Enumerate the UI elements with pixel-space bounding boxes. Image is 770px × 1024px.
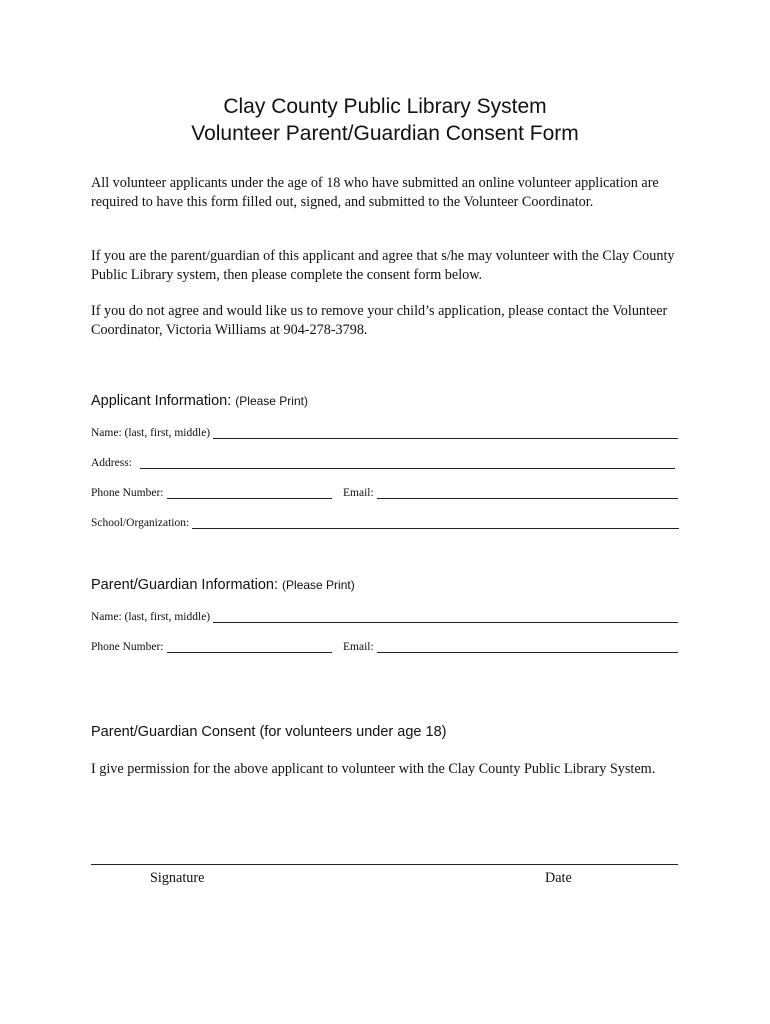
consent-heading: Parent/Guardian Consent (for volunteers under age 18) — [91, 724, 447, 740]
applicant-address-input-line[interactable] — [140, 457, 675, 469]
applicant-email-input-line[interactable] — [377, 487, 678, 499]
guardian-phone-input-line[interactable] — [167, 641, 332, 653]
applicant-school-label: School/Organization: — [91, 517, 190, 529]
signature-label: Signature — [150, 870, 205, 886]
date-label: Date — [545, 870, 572, 886]
guardian-info-heading — [91, 576, 355, 594]
guardian-email-input-line[interactable] — [377, 641, 678, 653]
applicant-phone-field — [91, 484, 332, 500]
applicant-school-input-line[interactable] — [192, 517, 679, 529]
guardian-email-label: Email: — [343, 641, 374, 653]
applicant-info-heading — [91, 392, 308, 410]
applicant-name-input-line[interactable] — [213, 427, 678, 439]
guardian-name-label: Name: (last, first, middle) — [91, 611, 211, 623]
applicant-phone-input-line[interactable] — [167, 487, 332, 499]
applicant-address-label: Address: — [91, 457, 132, 469]
signature-date-line[interactable] — [91, 864, 678, 865]
applicant-heading-note: (Please Print) — [235, 394, 308, 408]
guardian-email-field — [343, 638, 678, 654]
guardian-name-input-line[interactable] — [213, 611, 678, 623]
guardian-heading-text: Parent/Guardian Information: — [91, 577, 278, 593]
form-title-consent: Volunteer Parent/Guardian Consent Form — [191, 122, 579, 145]
applicant-name-field — [91, 424, 678, 440]
form-title-library: Clay County Public Library System — [223, 95, 547, 118]
guardian-phone-field — [91, 638, 332, 654]
applicant-address-field — [91, 454, 675, 470]
applicant-heading-text: Applicant Information: — [91, 393, 232, 409]
intro-paragraph-2: If you are the parent/guardian of this applicant and agree that s/he may volunteer with the Clay County Public Library system, then please complete the consent form below. — [91, 248, 675, 283]
guardian-name-field — [91, 608, 678, 624]
applicant-name-label: Name: (last, first, middle) — [91, 427, 211, 439]
applicant-email-field — [343, 484, 678, 500]
guardian-heading-note: (Please Print) — [282, 578, 355, 592]
intro-paragraph-3: If you do not agree and would like us to remove your child’s application, please contact the Volunteer Coordinator, Victoria Williams at 904-278-3798. — [91, 303, 668, 338]
applicant-school-field — [91, 514, 679, 530]
intro-paragraph-1: All volunteer applicants under the age of 18 who have submitted an online volunteer application are required to have this form filled out, signed, and submitted to the Volunteer Coordinator. — [91, 175, 659, 210]
applicant-phone-label: Phone Number: — [91, 487, 164, 499]
consent-statement: I give permission for the above applicant to volunteer with the Clay County Public Library System. — [91, 761, 656, 777]
applicant-email-label: Email: — [343, 487, 374, 499]
guardian-phone-label: Phone Number: — [91, 641, 164, 653]
